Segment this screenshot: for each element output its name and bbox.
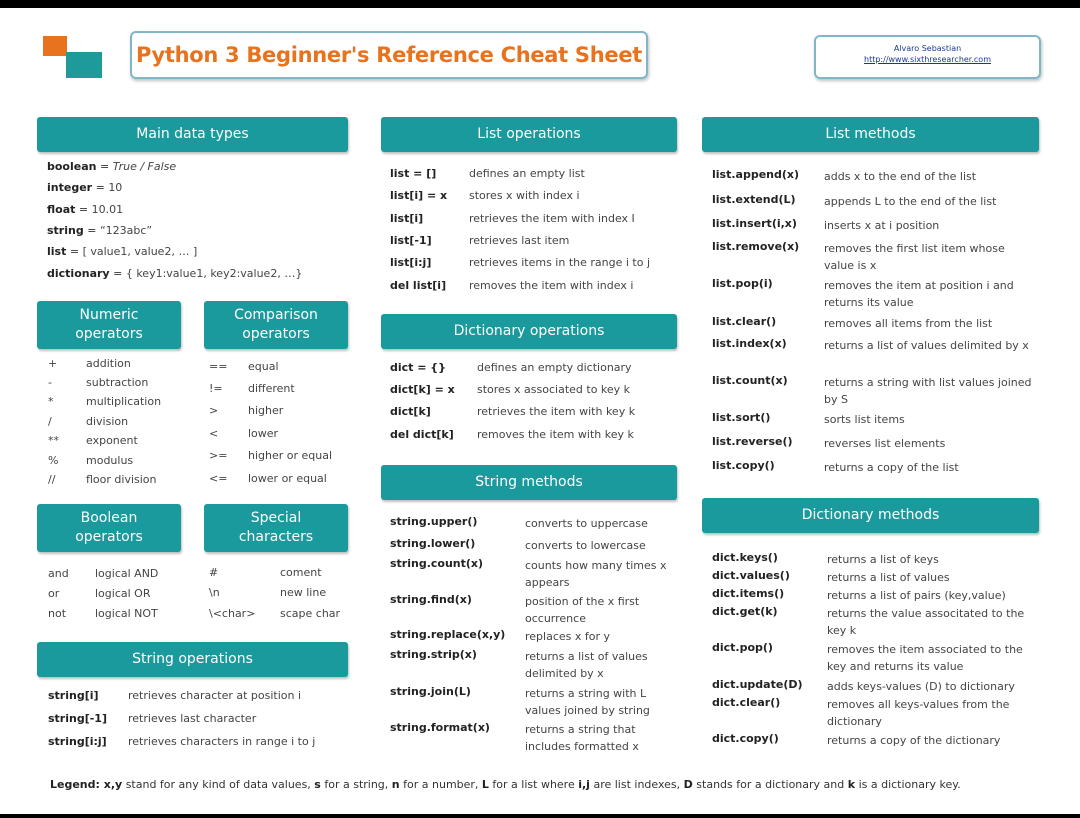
list-methods-desc: adds x to the end of the list — [824, 170, 977, 183]
dictionary-operations-key: dict[k] = x — [390, 383, 455, 396]
legend-symbol: x,y — [103, 778, 123, 791]
dictionary-operations-key: del dict[k] — [390, 428, 454, 441]
legend-text: is a dictionary key. — [855, 778, 961, 791]
string-methods-key: string.format(x) — [390, 721, 490, 734]
data-type-row — [47, 160, 176, 173]
boolean-operators-header: Boolean operators — [37, 504, 181, 552]
numeric-operators-key: * — [48, 395, 54, 408]
boolean-operators-key: and — [48, 567, 69, 580]
list-methods-desc: appends L to the end of the list — [824, 195, 997, 208]
data-type-key: integer — [47, 181, 93, 194]
legend-text: are list indexes, — [589, 778, 684, 791]
data-type-row — [47, 267, 302, 280]
numeric-operators-desc: floor division — [86, 473, 157, 486]
data-type-row — [47, 203, 123, 216]
data-type-row — [47, 181, 122, 194]
legend-text: for a string, — [320, 778, 392, 791]
data-type-sep: = — [109, 267, 126, 280]
dictionary-methods-desc: removes all keys-values from the dictionary — [827, 698, 1010, 728]
comparison-operators-header: Comparison operators — [204, 301, 348, 349]
dictionary-operations-desc: defines an empty dictionary — [477, 361, 632, 374]
comparison-operators-desc: lower or equal — [248, 472, 327, 485]
legend-symbol: L — [481, 778, 489, 791]
data-type-value: 10 — [108, 181, 123, 194]
numeric-operators-header: Numeric operators — [37, 301, 181, 349]
data-type-sep: = — [96, 160, 113, 173]
boolean-operators-key: or — [48, 587, 60, 600]
list-operations-desc: defines an empty list — [469, 167, 585, 180]
comparison-operators-key: > — [209, 404, 219, 417]
comparison-operators-desc: different — [248, 382, 295, 395]
dictionary-operations-desc: removes the item with key k — [477, 428, 634, 441]
boolean-operators-desc: logical NOT — [95, 607, 158, 620]
comparison-operators-key: <= — [209, 472, 228, 485]
boolean-operators-desc: logical AND — [95, 567, 159, 580]
data-type-value: True / False — [112, 160, 177, 173]
list-methods-key: list.append(x) — [712, 168, 800, 181]
boolean-operators-key: not — [48, 607, 67, 620]
list-methods-desc: removes the first list item whose value is x — [824, 242, 1005, 272]
legend-symbol: i,j — [578, 778, 590, 791]
special-characters-desc: new line — [280, 586, 327, 599]
legend-text: for a number, — [399, 778, 482, 791]
list-methods-header: List methods — [702, 117, 1039, 152]
legend-text: stands for a dictionary and — [692, 778, 848, 791]
string-operations-key: string[i] — [48, 689, 99, 702]
page-title: Python 3 Beginner's Reference Cheat Sheet — [135, 43, 643, 67]
string-methods-desc: counts how many times x appears — [525, 559, 667, 589]
list-methods-key: list.pop(i) — [712, 277, 773, 290]
string-operations-header: String operations — [37, 642, 348, 677]
list-operations-desc: retrieves the item with index I — [469, 212, 635, 225]
legend — [50, 778, 961, 791]
numeric-operators-desc: division — [86, 415, 129, 428]
string-methods-desc: converts to lowercase — [525, 539, 646, 552]
dictionary-methods-key: dict.pop() — [712, 641, 773, 654]
special-characters-desc: scape char — [280, 607, 341, 620]
dictionary-methods-key: dict.get(k) — [712, 605, 778, 618]
string-methods-key: string.find(x) — [390, 593, 472, 606]
numeric-operators-key: ** — [48, 434, 59, 447]
bottom-border — [0, 814, 1080, 818]
list-methods-desc: returns a copy of the list — [824, 461, 959, 474]
special-characters-key: # — [209, 566, 219, 579]
string-methods-key: string.upper() — [390, 515, 478, 528]
comparison-operators-key: >= — [209, 449, 228, 462]
data-type-row — [47, 245, 197, 258]
dictionary-methods-desc: adds keys-values (D) to dictionary — [827, 680, 1015, 693]
list-methods-key: list.extend(L) — [712, 193, 796, 206]
dictionary-methods-desc: returns a copy of the dictionary — [827, 734, 1001, 747]
list-operations-key: list[-1] — [390, 234, 432, 247]
comparison-operators-desc: lower — [248, 427, 279, 440]
data-type-sep: = — [75, 203, 92, 216]
list-operations-key: list[i] — [390, 212, 424, 225]
list-operations-key: del list[i] — [390, 279, 447, 292]
legend-symbol: n — [391, 778, 400, 791]
list-methods-key: list.sort() — [712, 411, 771, 424]
data-type-key: dictionary — [47, 267, 110, 280]
numeric-operators-desc: subtraction — [86, 376, 149, 389]
dictionary-methods-desc: removes the item associated to the key and returns its value — [827, 643, 1023, 673]
legend-symbol: s — [314, 778, 321, 791]
dictionary-operations-key: dict = {} — [390, 361, 446, 374]
list-operations-desc: stores x with index i — [469, 189, 580, 202]
numeric-operators-key: % — [48, 454, 59, 467]
string-operations-desc: retrieves characters in range i to j — [128, 735, 316, 748]
string-operations-desc: retrieves character at position i — [128, 689, 302, 702]
string-methods-desc: replaces x for y — [525, 630, 611, 643]
list-operations-key: list[i] = x — [390, 189, 448, 202]
list-operations-header: List operations — [381, 117, 677, 152]
data-type-key: list — [47, 245, 67, 258]
string-methods-key: string.lower() — [390, 537, 476, 550]
dictionary-operations-key: dict[k] — [390, 405, 431, 418]
data-type-value: [ value1, value2, … ] — [82, 245, 198, 258]
list-methods-desc: inserts x at i position — [824, 219, 940, 232]
string-methods-key: string.join(L) — [390, 685, 471, 698]
dictionary-operations-desc: stores x associated to key k — [477, 383, 631, 396]
string-methods-desc: converts to uppercase — [525, 517, 648, 530]
special-characters-header: Special characters — [204, 504, 348, 552]
string-methods-desc: position of the x first occurrence — [525, 595, 640, 625]
comparison-operators-desc: equal — [248, 360, 279, 373]
data-type-key: boolean — [47, 160, 97, 173]
list-methods-key: list.clear() — [712, 315, 777, 328]
list-operations-key: list = [] — [390, 167, 437, 180]
list-methods-key: list.count(x) — [712, 374, 788, 387]
dictionary-methods-desc: returns a list of values — [827, 571, 950, 584]
title-box — [130, 31, 648, 79]
dictionary-methods-desc: returns a list of pairs (key,value) — [827, 589, 1006, 602]
boolean-operators-desc: logical OR — [95, 587, 151, 600]
string-operations-desc: retrieves last character — [128, 712, 257, 725]
list-operations-desc: removes the item with index i — [469, 279, 634, 292]
main-data-types-header: Main data types — [37, 117, 348, 152]
string-methods-key: string.replace(x,y) — [390, 628, 506, 641]
list-methods-key: list.remove(x) — [712, 240, 800, 253]
numeric-operators-key: + — [48, 357, 58, 370]
numeric-operators-desc: addition — [86, 357, 131, 370]
string-methods-desc: returns a string with L values joined by string — [525, 687, 650, 717]
top-border — [0, 0, 1080, 8]
list-methods-desc: removes all items from the list — [824, 317, 993, 330]
legend-text: for a list where — [488, 778, 579, 791]
data-type-key: string — [47, 224, 84, 237]
string-methods-desc: returns a string that includes formatted x — [525, 723, 639, 753]
string-methods-key: string.count(x) — [390, 557, 484, 570]
legend-symbol: k — [847, 778, 856, 791]
data-type-sep: = — [83, 224, 100, 237]
list-methods-desc: sorts list items — [824, 413, 905, 426]
data-type-sep: = — [66, 245, 83, 258]
data-type-row — [47, 224, 152, 237]
comparison-operators-key: != — [209, 382, 223, 395]
dictionary-methods-key: dict.values() — [712, 569, 790, 582]
dictionary-methods-key: dict.items() — [712, 587, 785, 600]
data-type-value: “123abc” — [99, 224, 153, 237]
list-operations-key: list[i:j] — [390, 256, 432, 269]
data-type-value: 10.01 — [91, 203, 124, 216]
dictionary-methods-key: dict.clear() — [712, 696, 781, 709]
dictionary-operations-header: Dictionary operations — [381, 314, 677, 349]
dictionary-methods-desc: returns the value associtated to the key k — [827, 607, 1025, 637]
author-box — [814, 35, 1041, 79]
legend-symbol: D — [683, 778, 693, 791]
dictionary-methods-key: dict.update(D) — [712, 678, 803, 691]
list-methods-desc: reverses list elements — [824, 437, 946, 450]
list-methods-desc: removes the item at position i and returns its value — [824, 279, 1014, 309]
comparison-operators-key: == — [209, 360, 228, 373]
list-operations-desc: retrieves items in the range i to j — [469, 256, 650, 269]
numeric-operators-desc: exponent — [86, 434, 138, 447]
data-type-key: float — [47, 203, 76, 216]
list-operations-desc: retrieves last item — [469, 234, 570, 247]
legend-text: stand for any kind of data values, — [122, 778, 315, 791]
data-type-sep: = — [92, 181, 109, 194]
list-methods-key: list.reverse() — [712, 435, 793, 448]
dictionary-methods-header: Dictionary methods — [702, 498, 1039, 533]
comparison-operators-desc: higher or equal — [248, 449, 333, 462]
string-methods-header: String methods — [381, 465, 677, 500]
numeric-operators-key: - — [48, 376, 52, 389]
list-methods-key: list.insert(i,x) — [712, 217, 797, 230]
numeric-operators-key: // — [48, 473, 56, 486]
legend-label: Legend: — [50, 778, 104, 791]
author-name: Alvaro Sebastian — [893, 44, 962, 53]
dictionary-methods-key: dict.copy() — [712, 732, 779, 745]
string-operations-key: string[-1] — [48, 712, 107, 725]
list-methods-desc: returns a string with list values joined by S — [824, 376, 1032, 406]
dictionary-methods-desc: returns a list of keys — [827, 553, 939, 566]
dictionary-methods-key: dict.keys() — [712, 551, 778, 564]
special-characters-desc: coment — [280, 566, 322, 579]
numeric-operators-desc: multiplication — [86, 395, 162, 408]
list-methods-key: list.copy() — [712, 459, 775, 472]
list-methods-key: list.index(x) — [712, 337, 787, 350]
comparison-operators-desc: higher — [248, 404, 284, 417]
list-methods-desc: returns a list of values delimited by x — [824, 339, 1029, 352]
data-type-value: { key1:value1, key2:value2, …} — [125, 267, 303, 280]
string-methods-key: string.strip(x) — [390, 648, 477, 661]
numeric-operators-desc: modulus — [86, 454, 134, 467]
comparison-operators-key: < — [209, 427, 219, 440]
special-characters-key: \n — [209, 586, 220, 599]
special-characters-key: \<char> — [209, 607, 256, 620]
string-operations-key: string[i:j] — [48, 735, 107, 748]
numeric-operators-key: / — [48, 415, 52, 428]
string-methods-desc: returns a list of values delimited by x — [525, 650, 648, 680]
dictionary-operations-desc: retrieves the item with key k — [477, 405, 636, 418]
author-link[interactable]: http://www.sixthresearcher.com — [864, 55, 991, 64]
